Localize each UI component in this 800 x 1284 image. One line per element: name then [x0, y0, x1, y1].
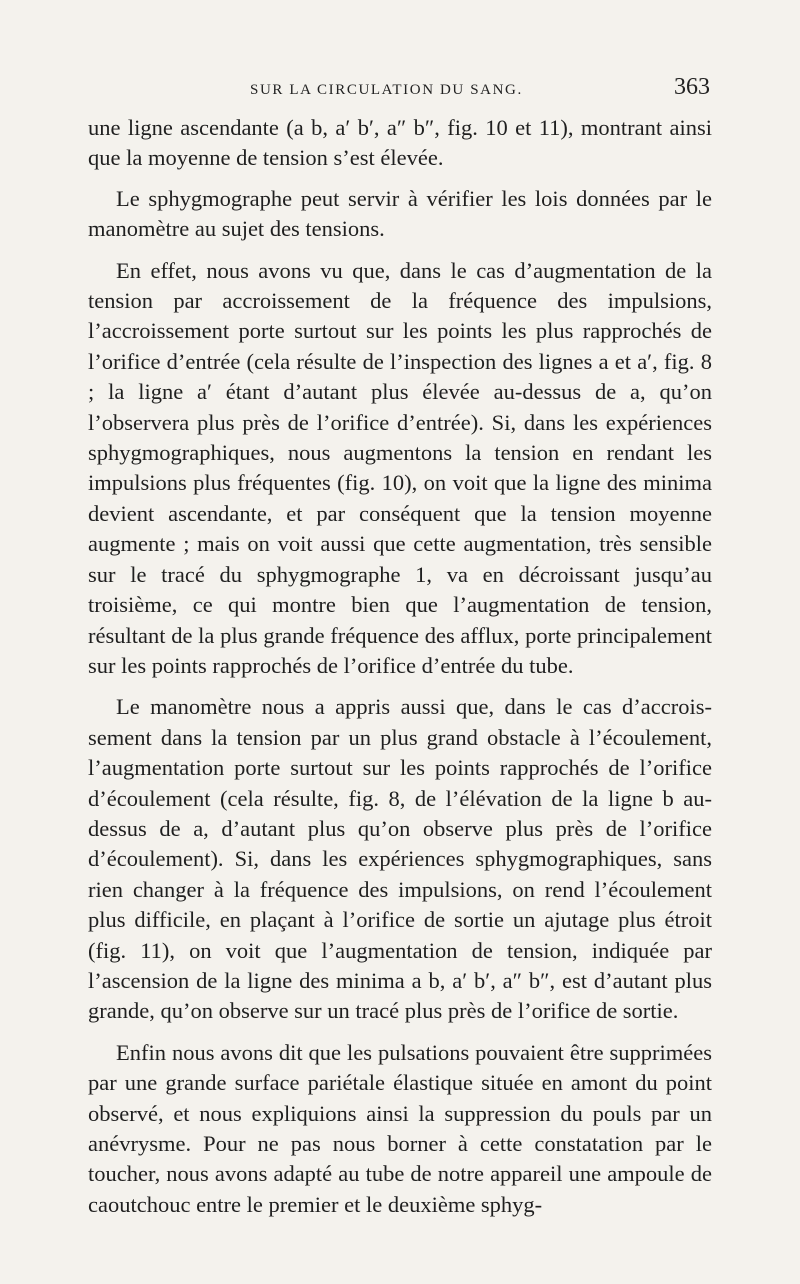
running-title: SUR LA CIRCULATION DU SANG. — [250, 82, 523, 98]
paragraph: En effet, nous avons vu que, dans le cas d’augmentation de la tension par accroissement de la fréquence des impulsions, l’accroissement porte surtout sur les points les plus rapprochés de l’orifice d’entrée (cela résulte de l’inspection des lignes a et a′, fig. 8 ; la ligne a′ étant d’autant plus élevée au-dessus de a, qu’on l’observera plus près de l’orifice d’entrée). Si, dans les expériences sphygmographiques, nous augmentons la tension en rendant les impulsions plus fréquentes (fig. 10), on voit que la ligne des minima devient ascendante, et par conséquent que la tension moyenne augmente ; mais on voit aussi que cette augmentation, très sensible sur le tracé du sphygmographe 1, va en décroissant jusqu’au troisième, ce qui montre bien que l’augmentation de tension, résultant de la plus grande fréquence des afflux, porte principalement sur les points rapprochés de l’orifice d’entrée du tube. — [88, 257, 712, 678]
page-number: 363 — [674, 74, 710, 100]
paragraph: une ligne ascendante (a b, a′ b′, a″ b″, fig. 10 et 11), montrant ainsi que la moyenne de tension s’est élevée. — [88, 115, 712, 171]
page-header — [88, 72, 710, 112]
paragraph: Enfin nous avons dit que les pulsations pouvaient être supprimées par une grande surface pariétale élastique située en amont du point observé, et nous expliquions ainsi la suppression du pouls par un anévrysme. Pour ne pas nous borner à cette constatation par le toucher, nous avons adapté au tube de notre appareil une ampoule de caoutchouc entre le premier et le deuxième sphyg- — [88, 1039, 712, 1217]
paragraph: Le sphygmographe peut servir à vérifier les lois données par le manomètre au sujet des tensions. — [88, 185, 712, 242]
body-text — [88, 113, 712, 1231]
paragraph: Le manomètre nous a appris aussi que, dans le cas d’accroissement dans la tension par un plus grand obstacle à l’écoulement, l’augmentation porte surtout sur les points rapprochés de l’orifice d’écoulement (cela résulte, fig. 8, de l’élévation de la ligne b audessus de a, d’autant plus qu’on observe plus près de l’orifice d’écoulement). Si, dans les expériences sphygmographiques, sans rien changer à la fréquence des impulsions, on rend l’écoulement plus difficile, en plaçant à l’orifice de sortie un ajutage plus étroit (fig. 11), on voit que l’augmentation de tension, indiquée par l’ascension de la ligne des minima a b, a′ b′, a″ b″, est d’autant plus grande, qu’on observe sur un tracé plus près de l’orifice de sortie. — [88, 694, 712, 1024]
